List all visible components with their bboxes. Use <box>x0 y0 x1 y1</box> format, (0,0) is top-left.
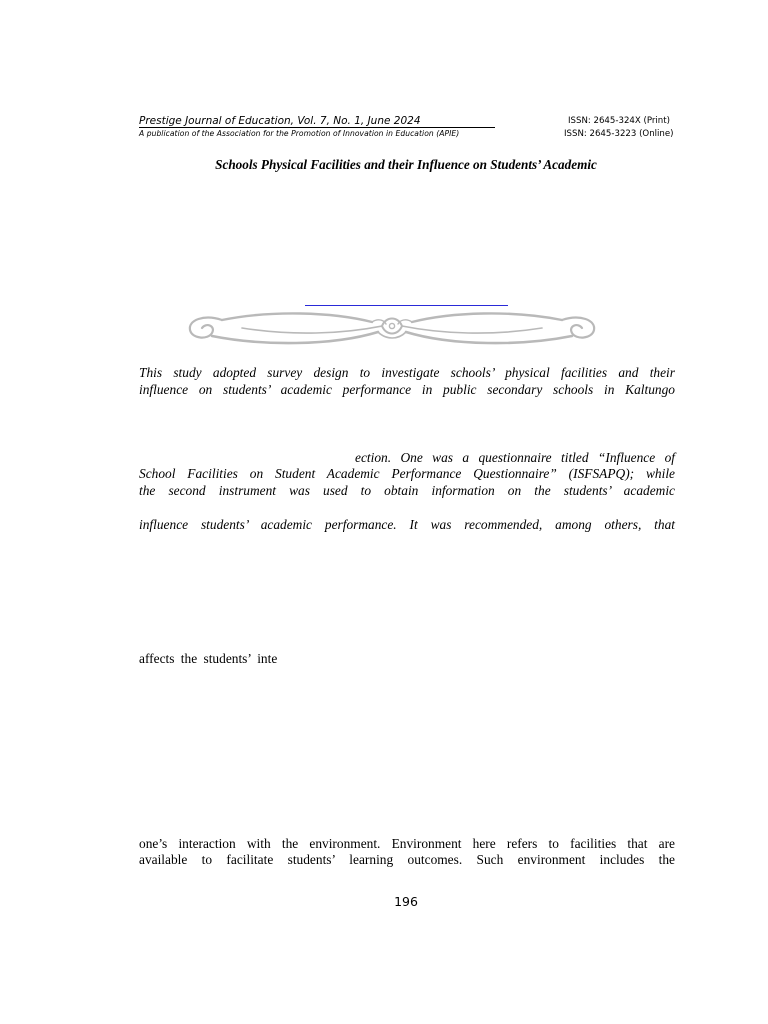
abstract-line: the second instrument was used to obtain information on the students’ academic <box>139 483 675 498</box>
abstract-line: influence students’ academic performance. It was recommended, among others, that <box>139 517 675 532</box>
ornament-divider-icon <box>182 306 602 352</box>
body-line: available to facilitate students’ learning outcomes. Such environment includes the <box>139 852 675 867</box>
issn-online: ISSN: 2645-3223 (Online) <box>564 129 674 139</box>
issn-print: ISSN: 2645-324X (Print) <box>568 116 670 126</box>
body-line: one’s interaction with the environment. Environment here refers to facilities that are <box>139 836 675 851</box>
article-title: Schools Physical Facilities and their Influence on Students’ Academic <box>215 157 597 172</box>
abstract-line: This study adopted survey design to investigate schools’ physical facilities and their <box>139 365 675 380</box>
abstract-line: ection. One was a questionnaire titled “Influence of <box>355 450 675 465</box>
page-number: 196 <box>394 894 418 909</box>
abstract-line: School Facilities on Student Academic Performance Questionnaire” (ISFSAPQ); while <box>139 466 675 481</box>
body-line: affects the students’ inte <box>139 651 278 666</box>
journal-header-title: Prestige Journal of Education, Vol. 7, No. 1, June 2024 <box>139 115 421 127</box>
publisher-line: A publication of the Association for the Promotion of Innovation in Education (APIE) <box>139 129 460 138</box>
header-rule <box>139 127 495 128</box>
abstract-line: influence on students’ academic performance in public secondary schools in Kaltungo <box>139 382 675 397</box>
